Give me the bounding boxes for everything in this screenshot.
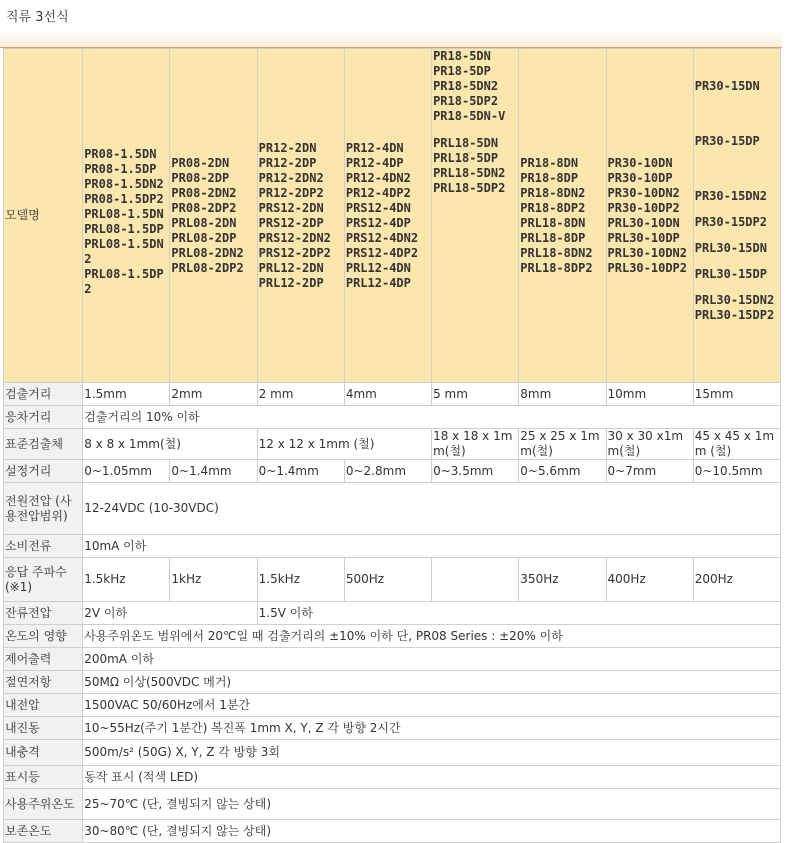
model-item: PRL08-1.5DN [84, 206, 164, 221]
model-item: PRL08-1.5DP2 [84, 266, 164, 296]
row-storage-temp [4, 820, 781, 843]
label-storage-temp: 보존온도 [4, 820, 83, 843]
model-item: PR08-1.5DP2 [84, 191, 164, 206]
model-item: PRS12-2DN2 [258, 230, 331, 245]
model-item: PRL18-8DP [520, 230, 586, 245]
model-item: PR18-8DN2 [520, 185, 586, 200]
model-item: PR30-15DN [694, 79, 760, 93]
model-item: PRL30-10DN2 [607, 245, 687, 260]
std-target-value: 25 x 25 x 1mm(철) [519, 429, 606, 460]
std-target-value: 45 x 45 x 1mm (철) [693, 429, 780, 460]
model-item: PRL08-1.5DP [84, 221, 164, 236]
model-item: PR08-1.5DN2 [84, 176, 164, 191]
model-item: PRL30-15DN [694, 241, 767, 255]
row-residual-voltage [4, 602, 781, 625]
supply-voltage-value: 12-24VDC (10-30VDC) [83, 483, 781, 535]
model-item: PRS12-2DN [258, 200, 324, 215]
label-residual-voltage: 잔류전압 [4, 602, 83, 625]
storage-temp-value: 30~80℃ (단, 결빙되지 않는 상태) [83, 820, 781, 843]
set-distance-value: 0~1.4mm [170, 460, 257, 483]
model-item: PR30-10DP2 [607, 200, 680, 215]
model-item: PRL18-8DN2 [520, 245, 593, 260]
response-value: 500Hz [344, 558, 431, 602]
model-item: PRL18-5DP [433, 151, 499, 165]
set-distance-value: 0~3.5mm [432, 460, 519, 483]
detect-distance-value: 5 mm [432, 383, 519, 406]
label-shock: 내충격 [4, 740, 83, 766]
model-item: PRL18-5DN2 [433, 166, 506, 180]
label-vibration: 내진동 [4, 717, 83, 740]
detect-distance-value: 8mm [519, 383, 606, 406]
model-item: PRL12-2DN [258, 260, 324, 275]
model-item: PR12-4DP2 [345, 185, 411, 200]
models-pr30-10 [606, 49, 693, 383]
model-item: PRS12-4DN2 [345, 230, 419, 245]
std-target-value: 8 x 8 x 1mm(철) [83, 429, 257, 460]
std-target-value: 18 x 18 x 1mm(철) [432, 429, 519, 460]
control-output-value: 200mA 이하 [83, 648, 781, 671]
detect-distance-value: 1.5mm [83, 383, 170, 406]
model-item: PR12-2DP [258, 155, 317, 170]
model-item: PR18-5DN2 [433, 79, 499, 93]
set-distance-value: 0~2.8mm [344, 460, 431, 483]
model-item: PR08-2DP2 [171, 200, 237, 215]
std-target-value: 12 x 12 x 1mm (철) [257, 429, 431, 460]
page-title: 직류 3선식 [6, 10, 69, 25]
model-item: PRL30-15DP2 [694, 308, 775, 322]
detect-distance-value: 4mm [344, 383, 431, 406]
model-item: PR18-5DP [433, 64, 491, 78]
detect-distance-value: 10mm [606, 383, 693, 406]
set-distance-value: 0~7mm [606, 460, 693, 483]
model-item: PRS12-2DP [258, 215, 324, 230]
ambient-temp-value: 25~70℃ (단, 결빙되지 않는 상태) [83, 789, 781, 820]
models-pr12-2 [257, 49, 344, 383]
models-pr18-8 [519, 49, 606, 383]
row-hysteresis [4, 406, 781, 429]
model-item: PR18-5DN-V [433, 109, 506, 123]
model-item: PRL08-2DN2 [171, 245, 244, 260]
model-item: PR12-4DN2 [345, 170, 411, 185]
residual-voltage-value: 2V 이하 [83, 602, 257, 625]
model-item: PR30-10DN [607, 155, 673, 170]
model-item: PRL30-10DP [607, 230, 680, 245]
model-item: PRL12-4DN [345, 260, 411, 275]
models-pr12-4 [344, 49, 431, 383]
model-item: PRS12-4DN [345, 200, 411, 215]
model-item: PRL18-8DN [520, 215, 586, 230]
temp-effect-value: 사용주위온도 범위에서 20℃일 때 검출거리의 ±10% 이하 단, PR08 Series : ±20% 이하 [83, 625, 781, 648]
model-item: PR08-2DN2 [171, 185, 237, 200]
label-std-target: 표준검출체 [4, 429, 83, 460]
model-item: PR18-5DN [433, 49, 491, 63]
model-item: PRL30-15DN2 [694, 293, 775, 307]
std-target-value: 30 x 30 x1mm(철) [606, 429, 693, 460]
detect-distance-value: 15mm [693, 383, 780, 406]
detect-distance-value: 2 mm [257, 383, 344, 406]
response-value: 200Hz [693, 558, 780, 602]
label-temp-effect: 온도의 영향 [4, 625, 83, 648]
response-value: 350Hz [519, 558, 606, 602]
model-item: PRL30-10DP2 [607, 260, 687, 275]
label-indicator: 표시등 [4, 766, 83, 789]
current-value: 10mA 이하 [83, 535, 781, 558]
model-item: PRL18-5DN [433, 136, 499, 150]
row-ambient-temp [4, 789, 781, 820]
indicator-value: 동작 표시 (적색 LED) [83, 766, 781, 789]
set-distance-value: 0~10.5mm [693, 460, 780, 483]
models-pr08-2 [170, 49, 257, 383]
row-set-distance [4, 460, 781, 483]
models-pr30-15 [693, 49, 780, 383]
dielectric-value: 1500VAC 50/60Hz에서 1분간 [83, 694, 781, 717]
set-distance-value: 0~1.4mm [257, 460, 344, 483]
response-value: 1.5kHz [257, 558, 344, 602]
models-pr18-5 [432, 49, 519, 383]
row-control-output [4, 648, 781, 671]
title-bar [0, 0, 782, 48]
model-item: PR12-2DP2 [258, 185, 324, 200]
label-dielectric: 내전압 [4, 694, 83, 717]
model-item: PRS12-2DP2 [258, 245, 331, 260]
shock-value: 500m/s² (50G) X, Y, Z 각 방향 3회 [83, 740, 781, 766]
row-detect-distance [4, 383, 781, 406]
model-item: PRL12-2DP [258, 275, 324, 290]
label-response: 응답 주파수(※1) [4, 558, 83, 602]
model-item: PRL08-2DP2 [171, 260, 244, 275]
model-item: PR08-1.5DN [84, 146, 157, 161]
response-value [432, 558, 519, 602]
model-item: PRL18-5DP2 [433, 181, 506, 195]
label-insulation: 절연저항 [4, 671, 83, 694]
label-ambient-temp: 사용주위온도 [4, 789, 83, 820]
model-item: PRL30-10DN [607, 215, 680, 230]
spacer [433, 124, 517, 136]
label-supply-voltage: 전원전압 (사용전압범위) [4, 483, 83, 535]
model-item: PR18-8DP2 [520, 200, 586, 215]
row-dielectric [4, 694, 781, 717]
model-item: PRS12-4DP2 [345, 245, 419, 260]
residual-voltage-value: 1.5V 이하 [257, 602, 780, 625]
model-item: PR30-10DP [607, 170, 673, 185]
model-item: PRL18-8DP2 [520, 260, 593, 275]
set-distance-value: 0~5.6mm [519, 460, 606, 483]
model-item: PR18-5DP2 [433, 94, 499, 108]
label-hysteresis: 응차거리 [4, 406, 83, 429]
model-item: PR12-4DP [345, 155, 404, 170]
response-value: 1.5kHz [83, 558, 170, 602]
hysteresis-value: 검출거리의 10% 이하 [83, 406, 781, 429]
model-item: PR18-8DP [520, 170, 579, 185]
label-detect-distance: 검출거리 [4, 383, 83, 406]
label-control-output: 제어출력 [4, 648, 83, 671]
row-vibration [4, 717, 781, 740]
model-item: PR12-2DN2 [258, 170, 324, 185]
row-temp-effect [4, 625, 781, 648]
label-model: 모델명 [4, 49, 83, 383]
model-item: PR30-10DN2 [607, 185, 680, 200]
model-item: PR08-1.5DP [84, 161, 157, 176]
model-item: PRS12-4DP [345, 215, 411, 230]
models-pr08-1-5 [83, 49, 170, 383]
response-value: 1kHz [170, 558, 257, 602]
row-insulation [4, 671, 781, 694]
row-response [4, 558, 781, 602]
row-shock [4, 740, 781, 766]
response-value: 400Hz [606, 558, 693, 602]
model-item: PR08-2DN [171, 155, 230, 170]
detect-distance-value: 2mm [170, 383, 257, 406]
label-set-distance: 설정거리 [4, 460, 83, 483]
model-item: PRL12-4DP [345, 275, 411, 290]
model-item: PRL08-2DP [171, 230, 237, 245]
insulation-value: 50MΩ 이상(500VDC 메거) [83, 671, 781, 694]
row-current [4, 535, 781, 558]
row-indicator [4, 766, 781, 789]
model-item: PRL08-1.5DN2 [84, 236, 164, 266]
row-supply-voltage [4, 483, 781, 535]
label-current: 소비전류 [4, 535, 83, 558]
model-item: PR08-2DP [171, 170, 230, 185]
model-item: PR30-15DP2 [694, 215, 767, 229]
model-item: PR18-8DN [520, 155, 579, 170]
model-item: PR12-4DN [345, 140, 404, 155]
model-item: PRL08-2DN [171, 215, 237, 230]
row-model [4, 49, 781, 383]
model-item: PR12-2DN [258, 140, 317, 155]
spec-table [3, 48, 781, 843]
set-distance-value: 0~1.05mm [83, 460, 170, 483]
model-item: PR30-15DN2 [694, 189, 767, 203]
model-item: PRL30-15DP [694, 267, 767, 281]
row-std-target [4, 429, 781, 460]
model-item: PR30-15DP [694, 134, 760, 148]
vibration-value: 10~55Hz(주기 1분간) 복진폭 1mm X, Y, Z 각 방향 2시간 [83, 717, 781, 740]
